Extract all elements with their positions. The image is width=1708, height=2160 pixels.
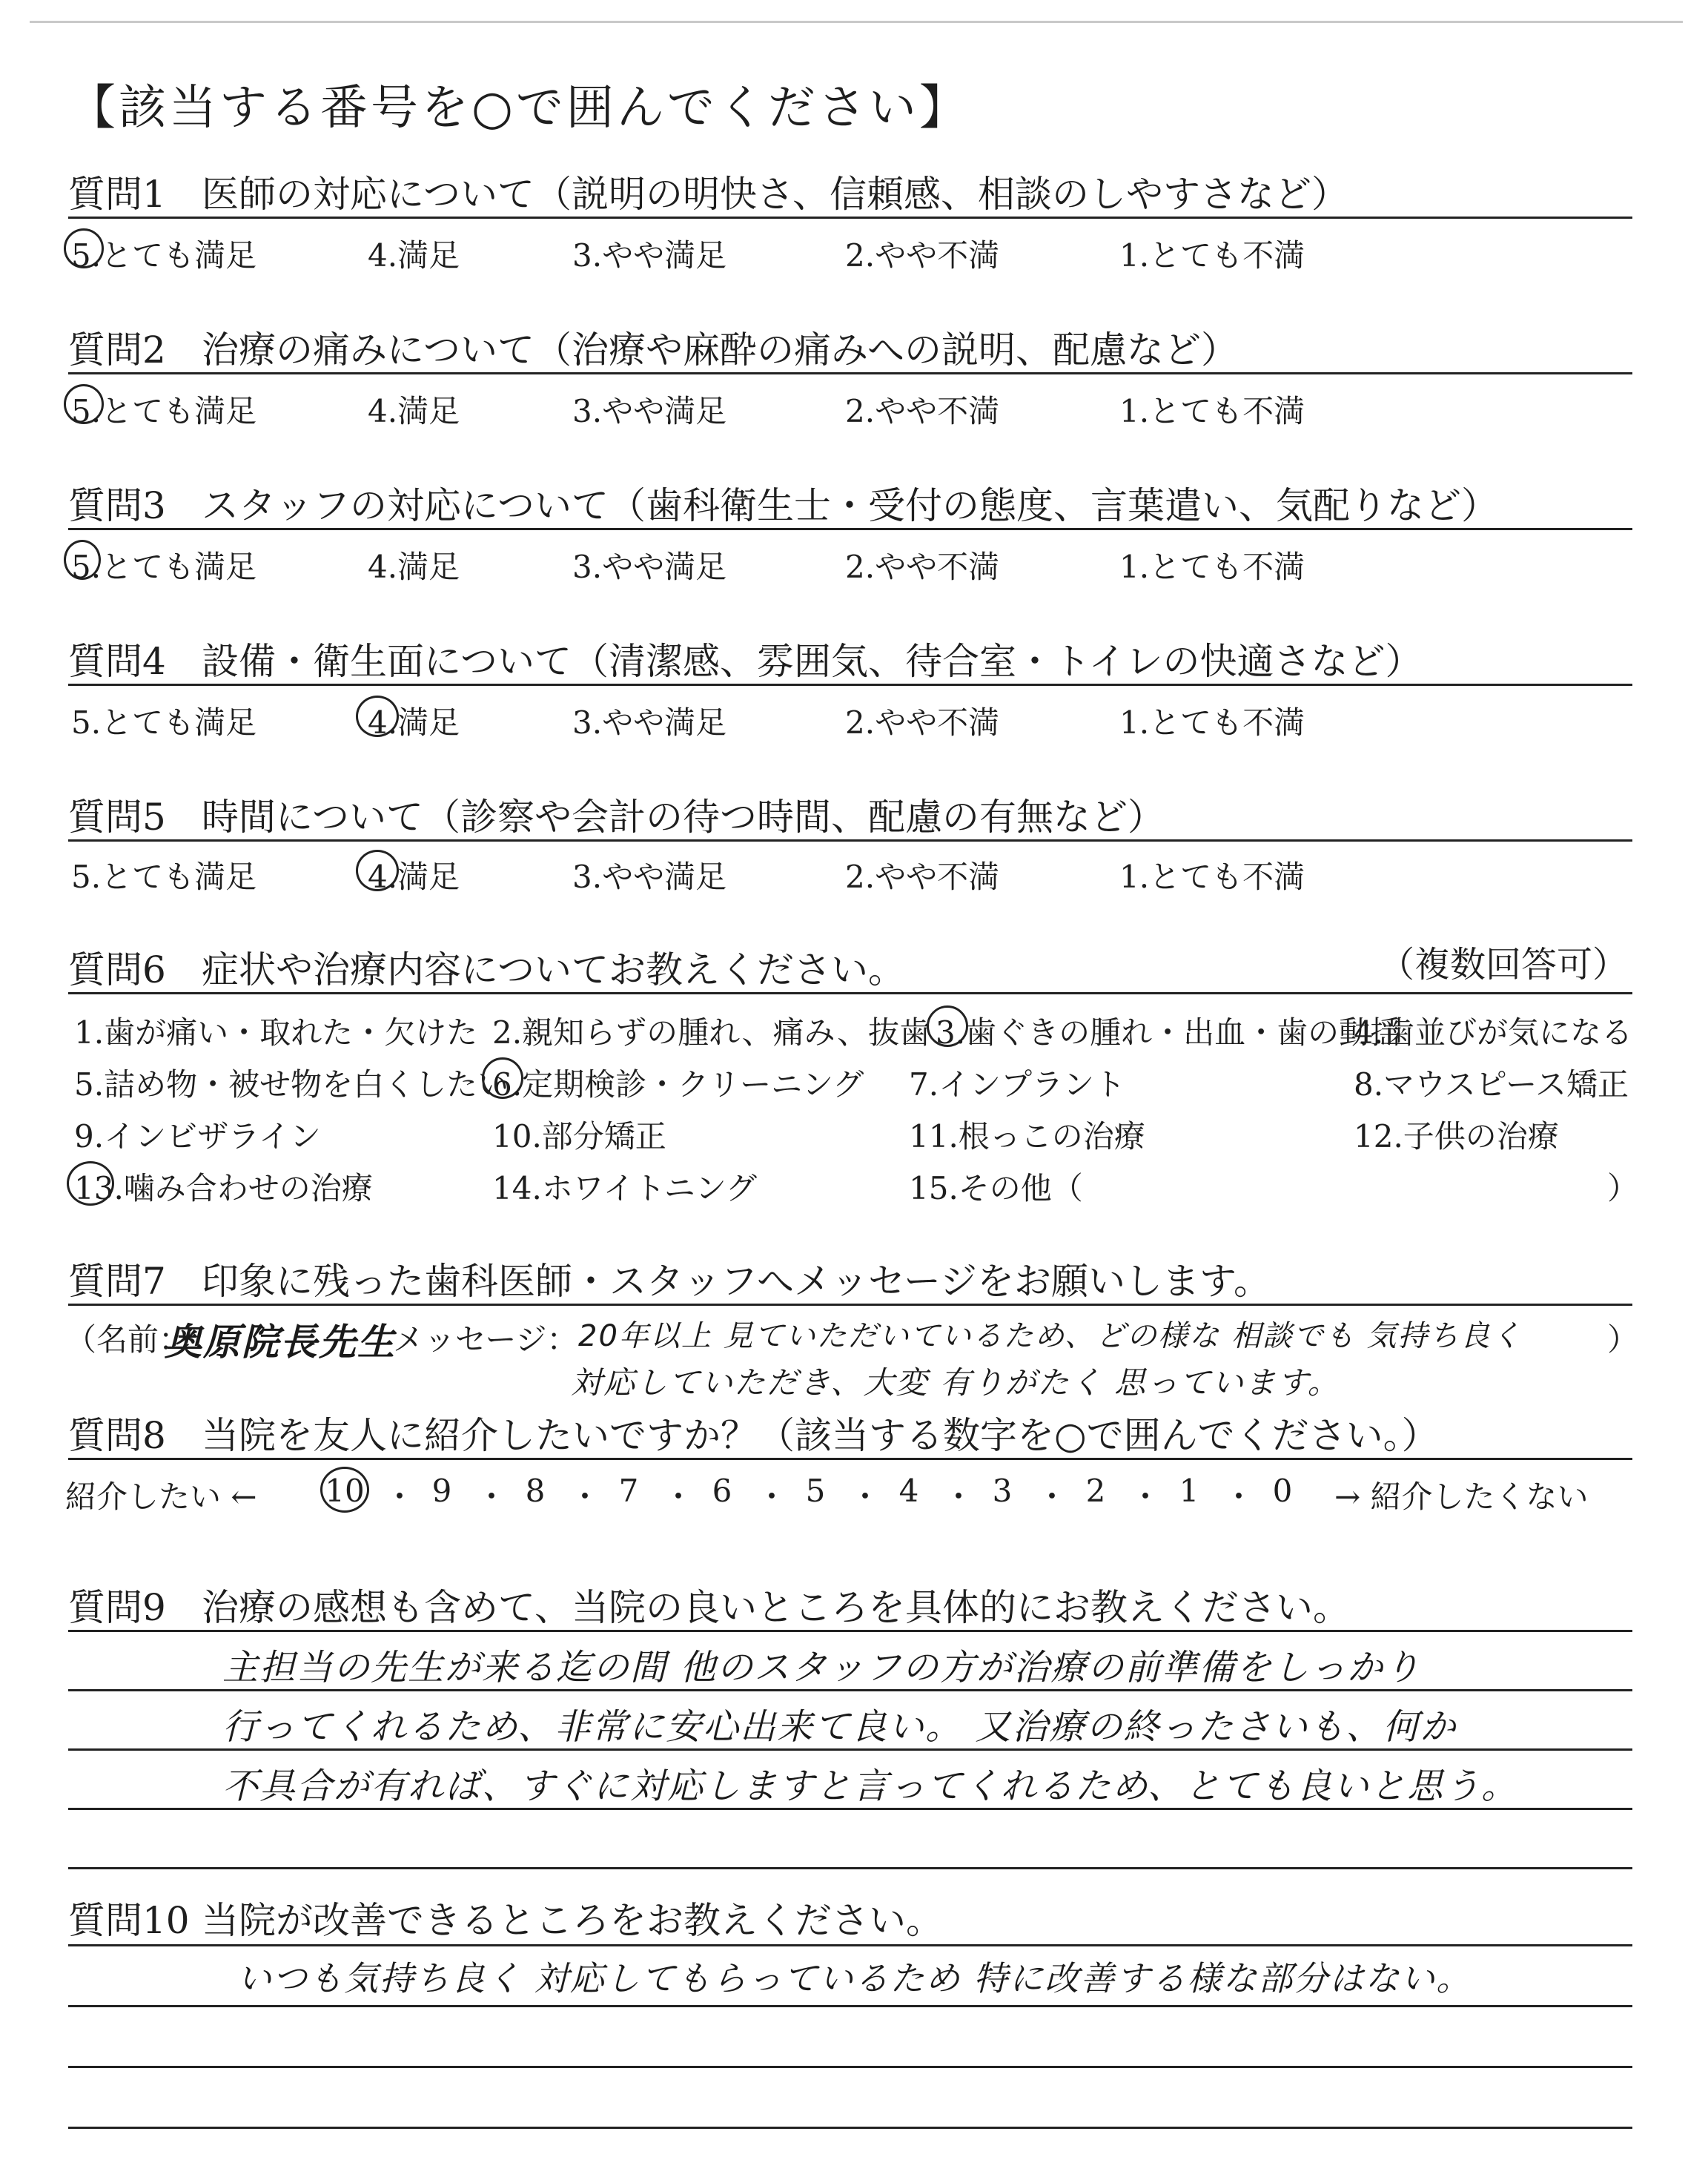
question-number: 質問2 (68, 328, 166, 371)
symptom-item[interactable]: 12.子供の治療 (1354, 1118, 1559, 1155)
scale-separator: ・ (850, 1479, 881, 1515)
option-3[interactable]: 3.やや満足 (572, 549, 727, 585)
symptom-item[interactable]: 6.定期検診・クリーニング (492, 1066, 864, 1103)
other-close-paren: ） (1607, 1170, 1639, 1206)
question-5-heading (68, 787, 1165, 841)
option-1[interactable]: 1.とても不満 (1119, 704, 1305, 741)
option-3[interactable]: 3.やや満足 (572, 859, 727, 895)
question-text: 治療の痛みについて（治療や麻酔の痛みへの説明、配慮など） (202, 328, 1238, 371)
question-number: 質問1 (68, 173, 166, 216)
scale-value[interactable]: 10 (325, 1473, 365, 1509)
option-5[interactable]: 5.とても満足 (71, 393, 257, 429)
question-text: 設備・衛生面について（清潔感、雰囲気、待合室・トイレの快適さなど） (202, 640, 1423, 683)
question-7-heading (68, 1252, 1271, 1305)
divider (68, 1304, 1632, 1306)
message-close-paren: ） (1607, 1321, 1639, 1358)
option-5[interactable]: 5.とても満足 (71, 237, 257, 274)
divider (68, 684, 1632, 686)
scale-left-label: 紹介したい ← (65, 1479, 257, 1515)
scale-value[interactable]: 9 (431, 1473, 452, 1509)
option-1[interactable]: 1.とても不満 (1119, 393, 1305, 429)
symptom-item[interactable]: 11.根っこの治療 (909, 1118, 1145, 1155)
divider (68, 528, 1632, 530)
question-number: 質問9 (68, 1586, 166, 1629)
option-2[interactable]: 2.やや不満 (845, 859, 1000, 895)
question-1-heading (68, 165, 1348, 218)
scale-separator: ・ (476, 1479, 508, 1515)
symptom-item[interactable]: 1.歯が痛い・取れた・欠けた (74, 1014, 478, 1051)
multiple-answers-note: （複数回答可） (1378, 944, 1628, 985)
scale-right-label: → 紹介したくない (1334, 1479, 1589, 1515)
scale-value[interactable]: 8 (525, 1473, 546, 1509)
answer-line (68, 1867, 1632, 1869)
option-2[interactable]: 2.やや不満 (845, 549, 1000, 585)
message-handwritten-line-2[interactable]: 対応していただき、大変 有りがたく 思っています。 (571, 1364, 1340, 1401)
question-8-heading (68, 1406, 1439, 1459)
symptom-item[interactable]: 15.その他（ (909, 1170, 1083, 1206)
question-6-heading (68, 940, 905, 994)
answer-line (68, 2127, 1632, 2129)
question-text: 時間について（診察や会計の待つ時間、配慮の有無など） (202, 796, 1165, 839)
question-10-heading (68, 1891, 943, 1944)
scale-separator: ・ (756, 1479, 788, 1515)
scale-separator: ・ (384, 1479, 416, 1515)
question-number: 質問3 (68, 484, 166, 527)
option-4[interactable]: 4.満足 (368, 393, 460, 429)
q9-handwritten-line-1[interactable]: 主担当の先生が来る迄の間 他のスタッフの方が治療の前準備をしっかり (222, 1647, 1422, 1688)
question-3-heading (68, 476, 1498, 529)
q9-handwritten-line-2[interactable]: 行ってくれるため、非常に安心出来て良い。 又治療の終ったさいも、何か (222, 1706, 1457, 1748)
option-4[interactable]: 4.満足 (368, 237, 460, 274)
answer-line (68, 2066, 1632, 2068)
question-number: 質問6 (68, 948, 166, 991)
option-4[interactable]: 4.満足 (368, 859, 460, 895)
option-1[interactable]: 1.とても不満 (1119, 859, 1305, 895)
scale-value[interactable]: 7 (618, 1473, 639, 1509)
scale-separator: ・ (943, 1479, 975, 1515)
symptom-item[interactable]: 5.詰め物・被せ物を白くしたい (74, 1066, 509, 1103)
option-5[interactable]: 5.とても満足 (71, 704, 257, 741)
q10-handwritten-line-1[interactable]: いつも気持ち良く 対応してもらっているため 特に改善する様な部分はない。 (237, 1958, 1472, 1998)
symptom-item[interactable]: 9.インビザライン (74, 1118, 321, 1155)
question-number: 質問8 (68, 1414, 166, 1457)
message-label: メッセージ： (393, 1321, 578, 1358)
message-handwritten-line-1[interactable]: 20年以上 見ていただいているため、どの様な 相談でも 気持ち良く (578, 1319, 1523, 1353)
name-label: （名前： (65, 1321, 191, 1358)
scale-value[interactable]: 3 (992, 1473, 1013, 1509)
scale-separator: ・ (569, 1479, 601, 1515)
scale-value[interactable]: 5 (805, 1473, 826, 1509)
answer-line (68, 1944, 1632, 1946)
symptom-item[interactable]: 14.ホワイトニング (492, 1170, 758, 1206)
option-1[interactable]: 1.とても不満 (1119, 237, 1305, 274)
option-2[interactable]: 2.やや不満 (845, 704, 1000, 741)
scale-separator: ・ (663, 1479, 695, 1515)
option-2[interactable]: 2.やや不満 (845, 237, 1000, 274)
option-4[interactable]: 4.満足 (368, 549, 460, 585)
question-number: 質問10 (68, 1899, 190, 1942)
question-9-heading (68, 1578, 1350, 1631)
scale-value[interactable]: 4 (898, 1473, 919, 1509)
question-2-heading (68, 320, 1238, 374)
divider (68, 992, 1632, 994)
symptom-item[interactable]: 3.歯ぐきの腫れ・出血・歯の動揺 (936, 1014, 1402, 1051)
divider (68, 839, 1632, 842)
page-title: 【該当する番号を○で囲んでください】 (68, 81, 970, 136)
option-5[interactable]: 5.とても満足 (71, 859, 257, 895)
top-border (30, 21, 1683, 23)
symptom-item[interactable]: 2.親知らずの腫れ、痛み、抜歯 (492, 1014, 931, 1051)
question-text: スタッフの対応について（歯科衛生士・受付の態度、言葉遣い、気配りなど） (202, 484, 1498, 527)
question-text: 当院を友人に紹介したいですか？（該当する数字を○で囲んでください。） (202, 1414, 1439, 1457)
scale-value[interactable]: 1 (1179, 1473, 1199, 1509)
question-number: 質問5 (68, 796, 166, 839)
scale-separator: ・ (1130, 1479, 1162, 1515)
question-text: 治療の感想も含めて、当院の良いところを具体的にお教えください。 (202, 1586, 1350, 1629)
scale-separator: ・ (1223, 1479, 1255, 1515)
scale-value[interactable]: 6 (712, 1473, 732, 1509)
option-3[interactable]: 3.やや満足 (572, 704, 727, 741)
symptom-item[interactable]: 7.インプラント (909, 1066, 1126, 1103)
symptom-item[interactable]: 8.マウスピース矯正 (1354, 1066, 1629, 1103)
scale-value[interactable]: 0 (1272, 1473, 1293, 1509)
answer-line (68, 2005, 1632, 2007)
question-text: 当院が改善できるところをお教えください。 (202, 1899, 943, 1942)
symptom-item[interactable]: 10.部分矯正 (492, 1118, 666, 1155)
name-handwritten[interactable]: 奥原院長先生 (165, 1321, 396, 1364)
question-text: 医師の対応について（説明の明快さ、信頼感、相談のしやすさなど） (202, 173, 1348, 216)
question-text: 症状や治療内容についてお教えください。 (202, 948, 905, 991)
q9-handwritten-line-3[interactable]: 不具合が有れば、すぐに対応しますと言ってくれるため、とても良いと思う。 (222, 1766, 1519, 1807)
option-1[interactable]: 1.とても不満 (1119, 549, 1305, 585)
question-number: 質問4 (68, 640, 166, 683)
divider (68, 217, 1632, 219)
symptom-item[interactable]: 4.歯並びが気になる (1354, 1014, 1633, 1051)
option-4[interactable]: 4.満足 (368, 704, 460, 741)
scale-separator: ・ (1036, 1479, 1068, 1515)
question-4-heading (68, 632, 1423, 685)
answer-line (68, 1630, 1632, 1632)
scale-value[interactable]: 2 (1085, 1473, 1106, 1509)
symptom-item[interactable]: 13.噛み合わせの治療 (74, 1170, 373, 1206)
divider (68, 1458, 1632, 1460)
option-3[interactable]: 3.やや満足 (572, 393, 727, 429)
option-5[interactable]: 5.とても満足 (71, 549, 257, 585)
question-text: 印象に残った歯科医師・スタッフへメッセージをお願いします。 (202, 1260, 1271, 1303)
question-number: 質問7 (68, 1260, 166, 1303)
option-2[interactable]: 2.やや不満 (845, 393, 1000, 429)
option-3[interactable]: 3.やや満足 (572, 237, 727, 274)
divider (68, 372, 1632, 374)
